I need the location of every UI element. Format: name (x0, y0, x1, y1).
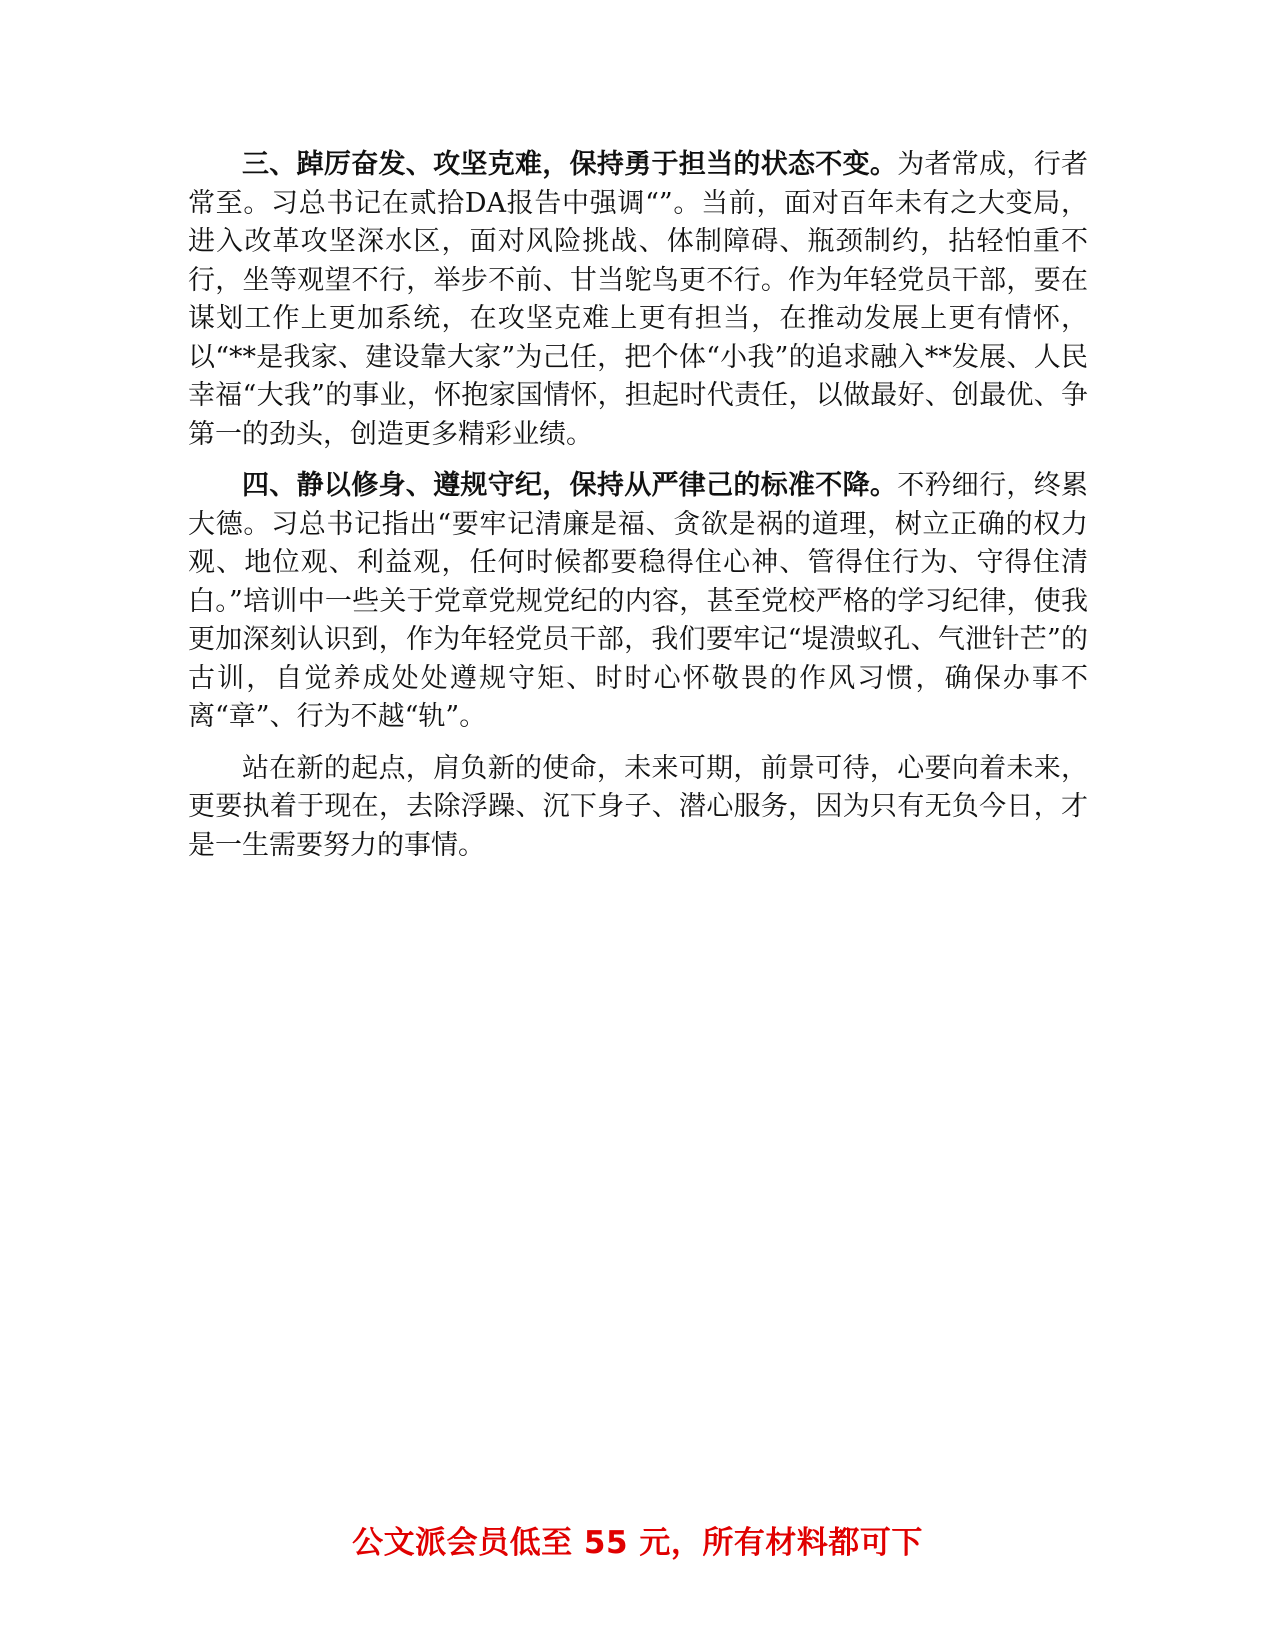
section-three-body: 为者常成，行者常至。习总书记在贰拾DA报告中强调“”。当前，面对百年未有之大变局，进入改革攻坚深水区，面对风险挑战、体制障碍、瓶颈制约，拈轻怕重不行，坐等观望不行，举步不前、甘当鸵鸟更不行。作为年轻党员干部，要在谋划工作上更加系统，在攻坚克难上更有担当，在推动发展上更有情怀，以“**是我家、建设靠大家”为己任，把个体“小我”的追求融入**发展、人民幸福“大我”的事业，怀抱家国情怀，担起时代责任，以做最好、创最优、争第一的劲头，创造更多精彩业绩。 (188, 149, 1089, 450)
paragraph-section-four (188, 467, 1088, 737)
section-four-body: 不矜细行，终累大德。习总书记指出“要牢记清廉是福、贪欲是祸的道理，树立正确的权力观、地位观、利益观，任何时候都要稳得住心神、管得住行为、守得住清白。”培训中一些关于党章党规党纪的内容，甚至党校严格的学习纪律，使我更加深刻认识到，作为年轻党员干部，我们要牢记“堤溃蚁孔、气泄针芒”的古训，自觉养成处处遵规守矩、时时心怀敬畏的作风习惯，确保办事不离“章”、行为不越“轨”。 (188, 470, 1089, 732)
promo-footer-text: 公文派会员低至 55 元，所有材料都可下 (352, 1525, 923, 1561)
paragraph-conclusion (188, 750, 1088, 866)
paragraph-section-three (188, 146, 1088, 454)
section-three-heading: 三、踔厉奋发、攻坚克难，保持勇于担当的状态不变。 (242, 149, 898, 180)
section-four-heading: 四、静以修身、遵规守纪，保持从严律己的标准不降。 (242, 470, 898, 501)
conclusion-body: 站在新的起点，肩负新的使命，未来可期，前景可待，心要向着未来，更要执着于现在，去除浮躁、沉下身子、潜心服务，因为只有无负今日，才是一生需要努力的事情。 (188, 752, 1088, 861)
document-body (188, 146, 1088, 865)
